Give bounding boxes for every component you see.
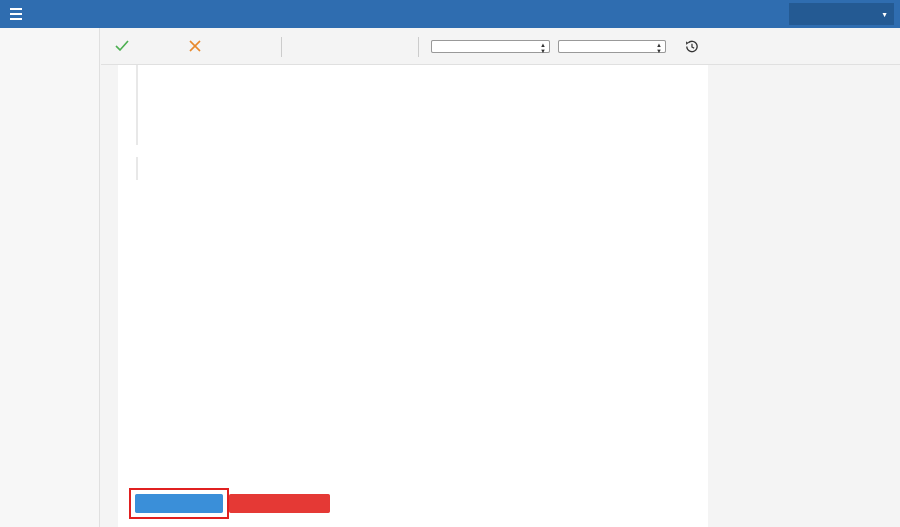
select-arrows-icon: ▲ ▼ xyxy=(540,43,546,55)
toolbar-divider xyxy=(418,37,419,57)
check-icon xyxy=(115,40,129,52)
toolbar-divider xyxy=(281,37,282,57)
remove-selected-button[interactable] xyxy=(229,494,330,513)
grade-select[interactable] xyxy=(558,40,666,53)
add-group-button[interactable] xyxy=(135,494,223,513)
select-arrows-icon: ▲ ▼ xyxy=(656,43,662,55)
history-icon[interactable] xyxy=(684,39,699,54)
help-button[interactable] xyxy=(738,0,745,28)
fertig-button[interactable] xyxy=(115,40,136,52)
toolbar xyxy=(101,28,900,65)
group-indent-bar xyxy=(136,157,138,180)
subject-select[interactable] xyxy=(431,40,550,53)
standards-content xyxy=(118,65,708,527)
caret-down-icon: ▼ xyxy=(881,12,888,19)
schliessen-button[interactable] xyxy=(189,40,208,52)
menu-icon[interactable] xyxy=(4,0,28,28)
user-menu[interactable] xyxy=(789,3,894,25)
top-bar xyxy=(0,0,900,28)
sidebar xyxy=(0,28,100,527)
group-indent-bar xyxy=(136,65,138,145)
close-icon xyxy=(189,40,201,52)
